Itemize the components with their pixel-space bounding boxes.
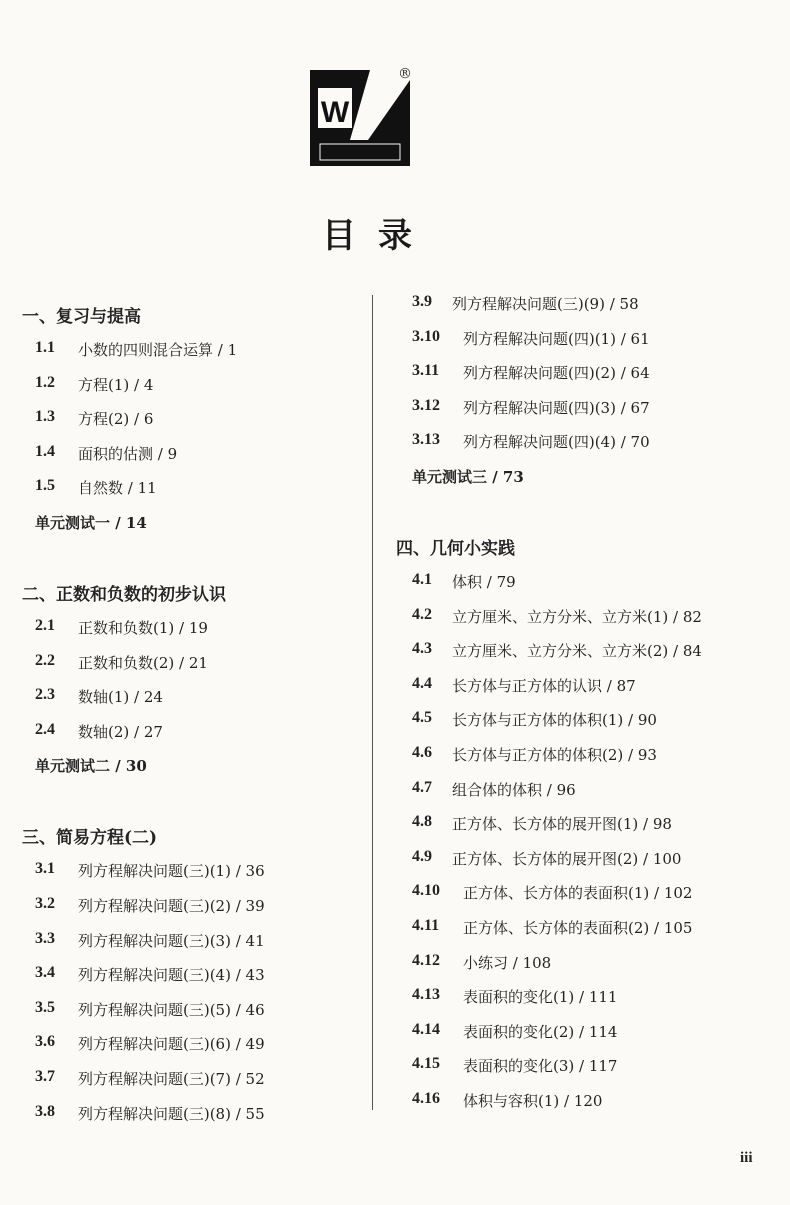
entry-number: 3.4 [35, 964, 55, 982]
entry-title: 列方程解决问题(三)(9) / 58 [452, 295, 639, 313]
entry-title: 列方程解决问题(四)(2) / 64 [463, 364, 650, 383]
entry-title: 列方程解决问题(三)(2) / 39 [78, 897, 265, 915]
page-number: iii [740, 1150, 753, 1166]
entry-title: 体积与容积(1) / 120 [463, 1092, 603, 1110]
entry-title: 立方厘米、立方分米、立方米(2) / 84 [452, 642, 702, 661]
section-heading: 一、复习与提高 [22, 307, 141, 327]
logo-graphic [310, 70, 410, 166]
entry-title: 列方程解决问题(三)(6) / 49 [78, 1035, 265, 1054]
section-heading: 二、正数和负数的初步认识 [22, 585, 226, 605]
registered-mark: ® [398, 66, 412, 82]
entry-number: 3.5 [35, 998, 55, 1016]
entry-title: 列方程解决问题(四)(4) / 70 [463, 433, 650, 452]
entry-title: 长方体与正方体的体积(2) / 93 [452, 746, 657, 764]
entry-title: 正数和负数(2) / 21 [78, 653, 208, 672]
entry-number: 3.3 [35, 929, 55, 947]
entry-title: 长方体与正方体的体积(1) / 90 [452, 711, 657, 730]
entry-title: 表面积的变化(3) / 117 [463, 1057, 618, 1076]
entry-number: 3.10 [412, 327, 440, 345]
entry-title: 列方程解决问题(三)(7) / 52 [78, 1070, 265, 1088]
entry-number: 1.1 [35, 339, 55, 356]
entry-number: 4.12 [412, 951, 440, 969]
entry-number: 4.4 [412, 674, 432, 692]
entry-number: 4.2 [412, 605, 432, 623]
entry-title: 列方程解决问题(四)(1) / 61 [463, 329, 650, 348]
entry-number: 4.7 [412, 778, 432, 796]
entry-number: 3.6 [35, 1033, 55, 1051]
entry-number: 2.1 [35, 617, 55, 634]
entry-title: 自然数 / 11 [78, 479, 157, 498]
entry-number: 2.3 [35, 686, 55, 704]
entry-title: 小练习 / 108 [463, 953, 552, 972]
entry-number: 4.9 [412, 847, 432, 865]
entry-title: 组合体的体积 / 96 [452, 780, 576, 799]
entry-number: 2.4 [35, 720, 55, 738]
entry-title: 方程(2) / 6 [78, 410, 154, 429]
entry-number: 4.1 [412, 571, 432, 588]
entry-title: 列方程解决问题(三)(8) / 55 [78, 1104, 265, 1123]
entry-title: 表面积的变化(2) / 114 [463, 1022, 618, 1041]
column-divider [372, 295, 373, 1110]
entry-number: 4.14 [412, 1020, 440, 1038]
entry-title: 正方体、长方体的表面积(1) / 102 [463, 884, 693, 903]
entry-title: 正数和负数(1) / 19 [78, 619, 208, 637]
entry-number: 3.12 [412, 396, 440, 414]
entry-number: 3.2 [35, 895, 55, 912]
entry-title: 正方体、长方体的展开图(2) / 100 [452, 849, 682, 868]
entry-number: 4.8 [412, 813, 432, 831]
entry-number: 4.10 [412, 882, 440, 900]
entry-number: 3.8 [35, 1102, 55, 1120]
entry-number: 3.11 [412, 362, 440, 380]
entry-number: 1.4 [35, 442, 55, 460]
entry-title: 列方程解决问题(四)(3) / 67 [463, 398, 650, 417]
entry-title: 单元测试二 / 30 [35, 757, 147, 776]
entry-number: 1.5 [35, 477, 55, 495]
entry-title: 面积的估测 / 9 [78, 444, 178, 463]
entry-title: 列方程解决问题(三)(3) / 41 [78, 931, 265, 950]
entry-number: 3.13 [412, 431, 440, 449]
entry-number: 4.5 [412, 709, 432, 727]
entry-number: 4.11 [412, 917, 440, 934]
entry-number: 4.15 [412, 1055, 440, 1073]
entry-title: 正方体、长方体的表面积(2) / 105 [463, 919, 693, 937]
page-title: 目录 [322, 216, 434, 256]
entry-number: 4.6 [412, 744, 432, 761]
entry-title: 立方厘米、立方分米、立方米(1) / 82 [452, 607, 702, 626]
entry-title: 列方程解决问题(三)(4) / 43 [78, 966, 265, 985]
entry-title: 表面积的变化(1) / 111 [463, 988, 618, 1007]
entry-title: 小数的四则混合运算 / 1 [78, 341, 238, 359]
publisher-logo [310, 70, 410, 166]
entry-number: 3.7 [35, 1068, 55, 1085]
entry-number: 1.3 [35, 408, 55, 426]
entry-number: 4.16 [412, 1090, 440, 1107]
entry-title: 数轴(2) / 27 [78, 722, 163, 741]
entry-number: 1.2 [35, 373, 55, 391]
entry-number: 2.2 [35, 651, 55, 669]
entry-title: 单元测试一 / 14 [35, 514, 147, 532]
entry-title: 列方程解决问题(三)(5) / 46 [78, 1000, 265, 1019]
entry-title: 单元测试三 / 73 [412, 468, 524, 486]
entry-number: 3.9 [412, 293, 432, 310]
svg-text:W: W [320, 96, 350, 129]
entry-title: 数轴(1) / 24 [78, 688, 163, 707]
entry-number: 3.1 [35, 860, 55, 878]
entry-number: 4.3 [412, 640, 432, 658]
entry-title: 方程(1) / 4 [78, 375, 154, 394]
section-heading: 四、几何小实践 [396, 539, 515, 559]
entry-title: 列方程解决问题(三)(1) / 36 [78, 862, 265, 881]
entry-title: 正方体、长方体的展开图(1) / 98 [452, 815, 672, 834]
section-heading: 三、简易方程(二) [22, 828, 158, 849]
entry-title: 体积 / 79 [452, 573, 516, 591]
entry-number: 4.13 [412, 986, 440, 1004]
entry-title: 长方体与正方体的认识 / 87 [452, 676, 636, 695]
